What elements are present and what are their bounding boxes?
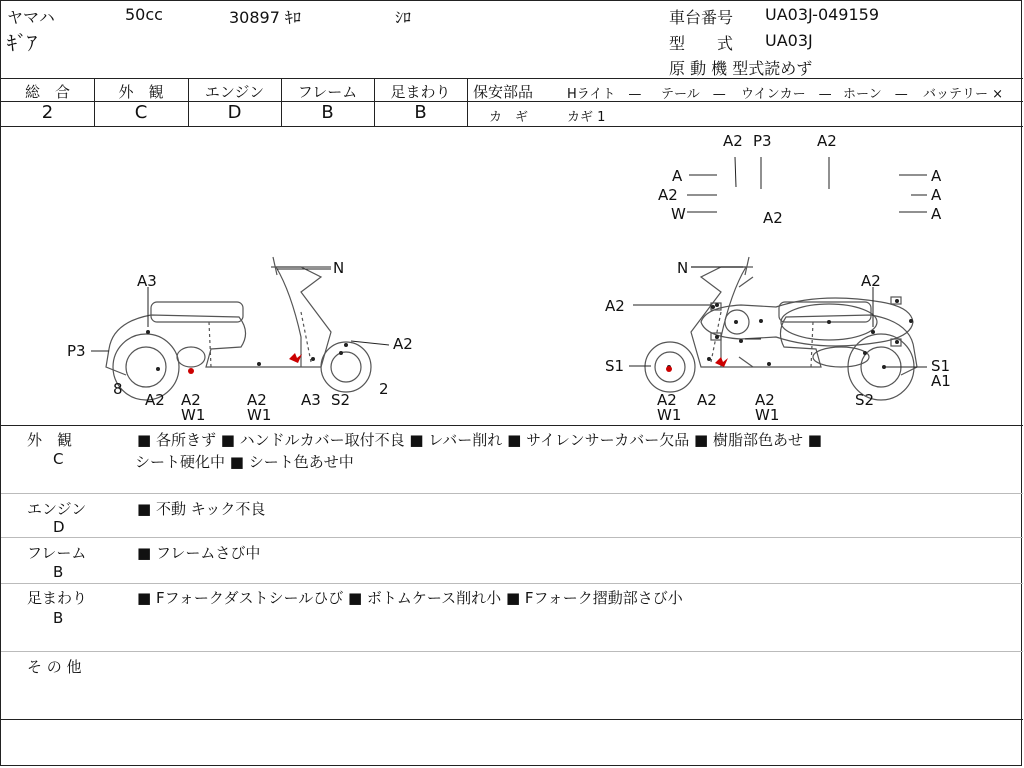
tail-status: テール — — [661, 87, 726, 102]
type-label: 型 式 — [669, 34, 734, 53]
score-value-overall: 2 — [41, 102, 54, 123]
diagram-label: A2 — [657, 391, 677, 409]
engine-type: 原 動 機 型式読めず — [669, 59, 813, 78]
remark-text-suspension: ■ Fフォークダストシールひび ■ ボトムケース削れ小 ■ Fフォーク摺動部さび小 — [137, 589, 683, 607]
mileage: 30897 ｷﾛ — [229, 8, 301, 27]
diagram-label: W — [671, 205, 686, 223]
diagram-label: P3 — [67, 342, 86, 360]
diagram-label: A2 — [723, 132, 743, 150]
diagram-label: A2 — [755, 391, 775, 409]
horn-status: ホーン — — [843, 87, 908, 102]
diagram-label: N — [677, 259, 689, 277]
remark-grade-suspension: B — [53, 609, 64, 627]
divider — [467, 78, 468, 126]
remark-text-engine: ■ 不動 キック不良 — [137, 500, 266, 518]
score-label-engine: エンジン — [204, 83, 265, 101]
score-label-frame: フレーム — [297, 83, 358, 101]
divider — [1, 493, 1023, 494]
diagram-label: A3 — [137, 272, 157, 290]
score-value-engine: D — [227, 102, 242, 123]
diagram-label: A — [931, 186, 942, 204]
divider — [1, 651, 1023, 652]
diagram-label: S1 — [605, 357, 625, 375]
remark-text-exterior-2: シート硬化中 ■ シート色あせ中 — [135, 453, 354, 471]
diagram-label: N — [333, 259, 345, 277]
remark-category-other: そ の 他 — [27, 658, 82, 676]
remark-text-exterior: ■ 各所きず ■ ハンドルカバー取付不良 ■ レバー削れ ■ サイレンサーカバー欠品 ■ 樹脂部色あせ ■ — [137, 431, 822, 449]
diagram-label: A3 — [301, 391, 321, 409]
diagram-label: 8 — [113, 380, 123, 398]
remark-category-engine: エンジン — [27, 500, 87, 518]
diagram-label: W1 — [755, 406, 780, 424]
remark-grade-exterior: C — [53, 450, 64, 468]
diagram-label: S2 — [855, 391, 875, 409]
divider — [1, 425, 1023, 426]
left-front-wheel — [321, 342, 371, 392]
divider — [1, 78, 1023, 79]
score-value-suspension: B — [414, 102, 427, 123]
score-value-exterior: C — [134, 102, 148, 123]
diagram-label: A2 — [145, 391, 165, 409]
divider — [1, 719, 1023, 720]
winker-status: ウインカー — — [741, 87, 832, 102]
battery-status: バッテリー × — [923, 87, 1004, 102]
safety-label: 保安部品 — [473, 83, 534, 101]
type-value: UA03J — [765, 31, 813, 50]
displacement: 50cc — [125, 5, 163, 24]
key-label: カ ギ — [489, 110, 529, 125]
diagram-label: S2 — [331, 391, 351, 409]
frame-no-value: UA03J-049159 — [765, 5, 880, 24]
diagram-label: A — [931, 205, 942, 223]
divider — [1, 583, 1023, 584]
divider — [1, 537, 1023, 538]
frame-no-label: 車台番号 — [669, 8, 734, 27]
remark-text-frame: ■ フレームさび中 — [137, 544, 261, 562]
diagram-label: A2 — [697, 391, 717, 409]
left-seat — [151, 302, 243, 322]
right-seat — [779, 302, 871, 322]
remark-grade-engine: D — [53, 518, 65, 536]
diagram-label: P3 — [753, 132, 772, 150]
diagram-label: A — [931, 167, 942, 185]
diagram-label: W1 — [247, 406, 272, 424]
model-name: ｷﾞｱ — [7, 31, 37, 55]
color: ｼﾛ — [395, 8, 412, 27]
diagram-label: A — [672, 167, 683, 185]
diagram-label: A2 — [181, 391, 201, 409]
diagram-label: A2 — [605, 297, 625, 315]
diagram-label: A2 — [247, 391, 267, 409]
remark-grade-frame: B — [53, 563, 64, 581]
diagram-label: 2 — [379, 380, 389, 398]
diagram-label: S1 — [931, 357, 951, 375]
diagram-label: W1 — [181, 406, 206, 424]
diagram-label: A2 — [861, 272, 881, 290]
score-label-exterior: 外 観 — [118, 83, 164, 101]
key-value: カギ 1 — [567, 110, 606, 125]
remark-category-exterior: 外 観 — [27, 431, 73, 449]
diagram-label: W1 — [657, 406, 682, 424]
diagram-label: A2 — [393, 335, 413, 353]
diagram-label: A2 — [763, 209, 783, 227]
score-label-overall: 総 合 — [24, 83, 70, 101]
headlight-status: Hライト — — [567, 87, 642, 102]
score-value-frame: B — [321, 102, 334, 123]
diagram-label: A2 — [658, 186, 678, 204]
remark-category-suspension: 足まわり — [27, 589, 88, 607]
maker: ヤマハ — [7, 8, 55, 27]
remark-category-frame: フレーム — [27, 544, 87, 562]
score-label-suspension: 足まわり — [390, 83, 451, 101]
diagram-label: A2 — [817, 132, 837, 150]
diagram-label: A1 — [931, 372, 951, 390]
